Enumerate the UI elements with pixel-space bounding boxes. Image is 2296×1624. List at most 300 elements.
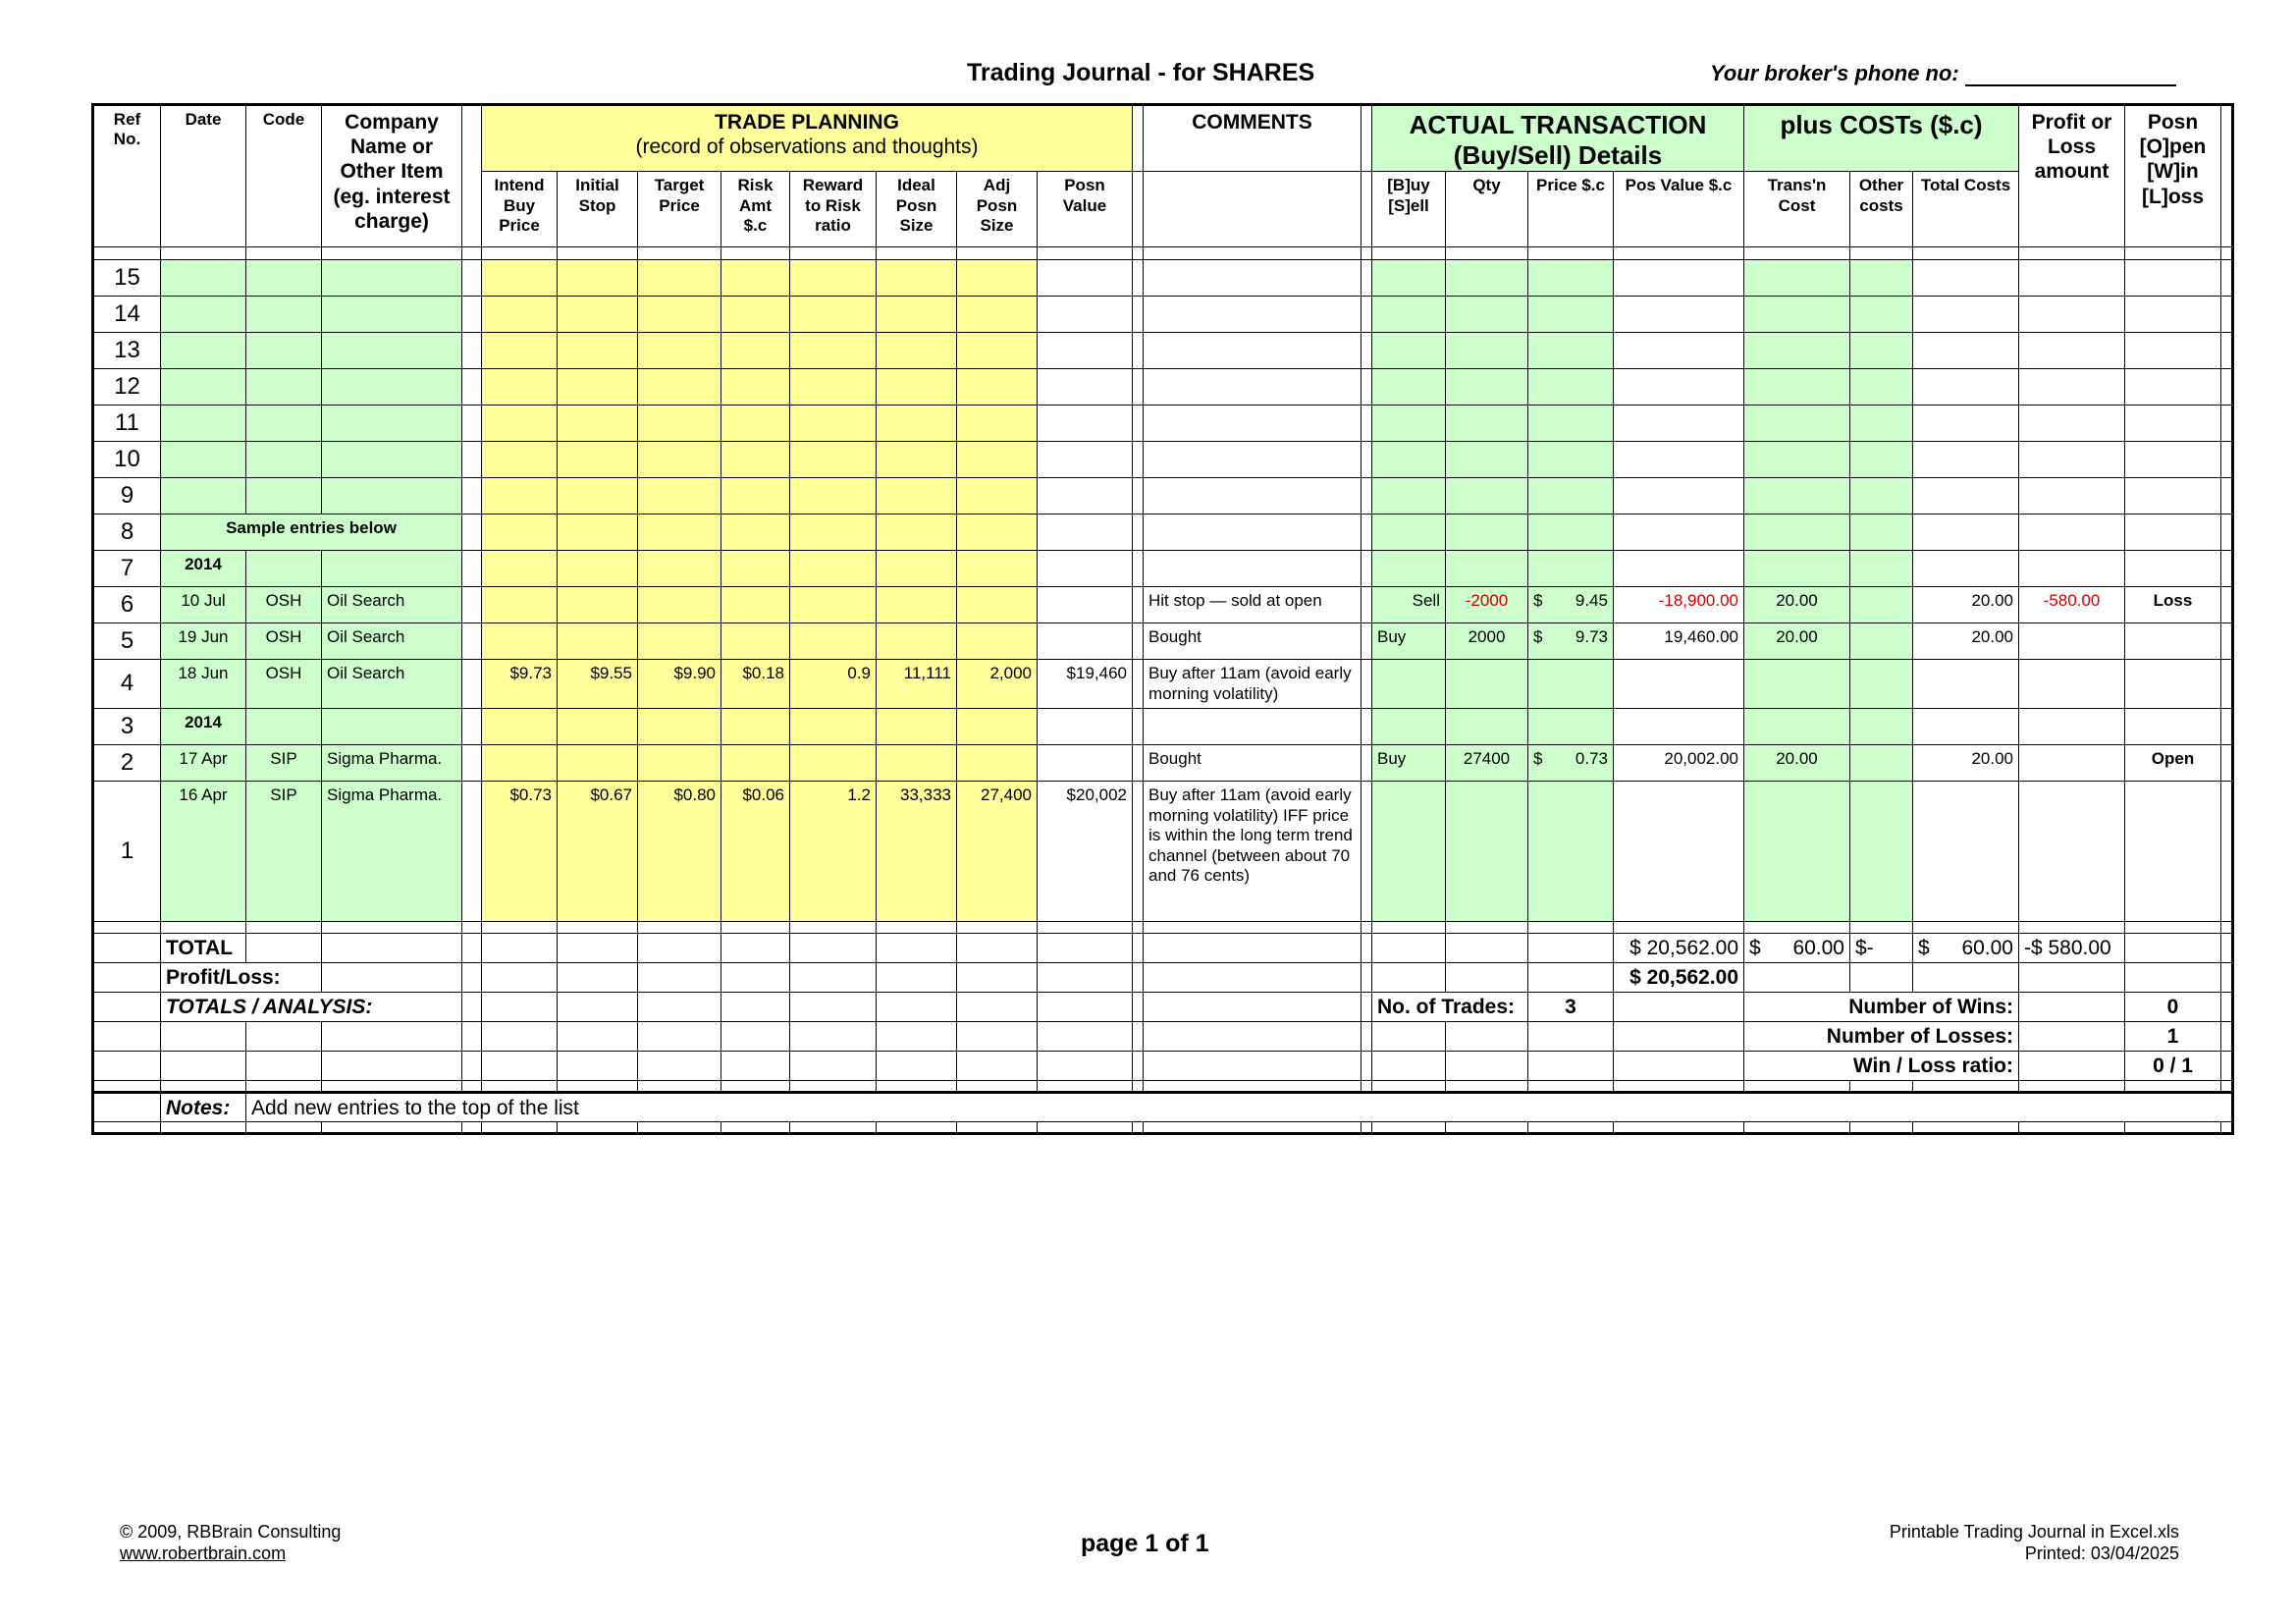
cell-buy-sell[interactable] (1372, 369, 1446, 406)
cell-edge[interactable] (2221, 709, 2233, 745)
cell-target-price[interactable]: $9.90 (638, 660, 721, 709)
cell-company[interactable] (322, 709, 462, 745)
cell-comments[interactable]: Bought (1144, 745, 1362, 782)
cell-gap[interactable] (1362, 333, 1372, 369)
cell-qty[interactable] (1446, 260, 1528, 297)
cell-posn-value[interactable] (1038, 297, 1133, 333)
cell-gap[interactable] (1362, 782, 1372, 922)
cell-comments[interactable]: Hit stop — sold at open (1144, 587, 1362, 623)
cell-adj-posn-size[interactable] (957, 587, 1038, 623)
cell-intend-buy-price[interactable] (482, 623, 558, 660)
cell-gap[interactable] (1362, 369, 1372, 406)
cell-initial-stop[interactable] (558, 369, 638, 406)
cell-reward-risk[interactable] (790, 514, 877, 551)
cell-price[interactable] (1528, 551, 1614, 587)
cell-pos-value[interactable] (1614, 369, 1744, 406)
cell-gap[interactable] (1133, 478, 1144, 514)
cell-ideal-posn-size[interactable] (877, 333, 957, 369)
cell-reward-risk[interactable] (790, 260, 877, 297)
cell-pos-value[interactable]: 20,002.00 (1614, 745, 1744, 782)
cell-buy-sell[interactable] (1372, 297, 1446, 333)
cell-gap[interactable] (462, 587, 482, 623)
cell-price[interactable] (1528, 660, 1614, 709)
cell-gap[interactable] (462, 297, 482, 333)
cell-posn-status[interactable] (2125, 297, 2221, 333)
cell-qty[interactable] (1446, 514, 1528, 551)
cell-ideal-posn-size[interactable]: 33,333 (877, 782, 957, 922)
cell-date[interactable]: 2014 (161, 709, 246, 745)
cell-posn-value[interactable] (1038, 442, 1133, 478)
cell-comments[interactable] (1144, 551, 1362, 587)
cell-qty[interactable] (1446, 406, 1528, 442)
cell-risk-amt[interactable]: $0.18 (721, 660, 790, 709)
cell-pos-value[interactable] (1614, 333, 1744, 369)
cell-ref[interactable]: 15 (93, 260, 161, 297)
cell-date[interactable] (161, 260, 246, 297)
cell-buy-sell[interactable] (1372, 709, 1446, 745)
cell-risk-amt[interactable] (721, 745, 790, 782)
cell-gap[interactable] (1133, 782, 1144, 922)
cell-comments[interactable] (1144, 514, 1362, 551)
cell-company[interactable] (322, 369, 462, 406)
cell-company[interactable] (322, 478, 462, 514)
cell-transn-cost[interactable] (1744, 478, 1850, 514)
cell-date[interactable]: 18 Jun (161, 660, 246, 709)
cell-intend-buy-price[interactable] (482, 745, 558, 782)
cell-qty[interactable] (1446, 478, 1528, 514)
cell-buy-sell[interactable] (1372, 333, 1446, 369)
cell-posn-status[interactable] (2125, 623, 2221, 660)
cell-ref[interactable]: 14 (93, 297, 161, 333)
cell-edge[interactable] (2221, 478, 2233, 514)
cell-profit-loss[interactable]: -580.00 (2019, 587, 2125, 623)
cell-transn-cost[interactable] (1744, 406, 1850, 442)
cell-target-price[interactable] (638, 709, 721, 745)
cell-price[interactable]: $ 9.73 (1528, 623, 1614, 660)
cell-posn-value[interactable]: $19,460 (1038, 660, 1133, 709)
cell-buy-sell[interactable] (1372, 442, 1446, 478)
cell-target-price[interactable]: $0.80 (638, 782, 721, 922)
cell-other-costs[interactable] (1850, 333, 1913, 369)
cell-price[interactable] (1528, 709, 1614, 745)
cell-ref[interactable]: 11 (93, 406, 161, 442)
cell-company[interactable] (322, 297, 462, 333)
cell-comments[interactable] (1144, 333, 1362, 369)
cell-reward-risk[interactable] (790, 709, 877, 745)
cell-reward-risk[interactable] (790, 333, 877, 369)
cell-intend-buy-price[interactable]: $9.73 (482, 660, 558, 709)
cell-posn-status[interactable] (2125, 478, 2221, 514)
cell-code[interactable]: OSH (246, 660, 322, 709)
cell-ref[interactable]: 13 (93, 333, 161, 369)
cell-date[interactable]: 10 Jul (161, 587, 246, 623)
cell-target-price[interactable] (638, 369, 721, 406)
cell-company[interactable]: Oil Search (322, 660, 462, 709)
cell-comments[interactable] (1144, 297, 1362, 333)
cell-note[interactable]: Sample entries below (161, 514, 462, 551)
cell-gap[interactable] (462, 660, 482, 709)
cell-adj-posn-size[interactable] (957, 709, 1038, 745)
cell-gap[interactable] (1362, 406, 1372, 442)
cell-total-costs[interactable]: 20.00 (1913, 587, 2019, 623)
cell-adj-posn-size[interactable] (957, 333, 1038, 369)
cell-gap[interactable] (462, 745, 482, 782)
cell-adj-posn-size[interactable] (957, 442, 1038, 478)
cell-price[interactable] (1528, 369, 1614, 406)
cell-gap[interactable] (1133, 297, 1144, 333)
cell-price[interactable] (1528, 297, 1614, 333)
cell-qty[interactable] (1446, 333, 1528, 369)
cell-risk-amt[interactable] (721, 297, 790, 333)
cell-risk-amt[interactable] (721, 514, 790, 551)
cell-profit-loss[interactable] (2019, 745, 2125, 782)
cell-edge[interactable] (2221, 623, 2233, 660)
cell-company[interactable]: Oil Search (322, 587, 462, 623)
cell-price[interactable] (1528, 782, 1614, 922)
cell-target-price[interactable] (638, 514, 721, 551)
cell-posn-value[interactable] (1038, 260, 1133, 297)
cell-edge[interactable] (2221, 442, 2233, 478)
cell-transn-cost[interactable] (1744, 260, 1850, 297)
cell-pos-value[interactable] (1614, 297, 1744, 333)
cell-total-costs[interactable] (1913, 297, 2019, 333)
cell-other-costs[interactable] (1850, 782, 1913, 922)
cell-gap[interactable] (1362, 709, 1372, 745)
cell-gap[interactable] (1133, 369, 1144, 406)
cell-date[interactable]: 17 Apr (161, 745, 246, 782)
cell-transn-cost[interactable] (1744, 333, 1850, 369)
cell-edge[interactable] (2221, 260, 2233, 297)
cell-pos-value[interactable] (1614, 514, 1744, 551)
cell-code[interactable] (246, 297, 322, 333)
cell-posn-value[interactable] (1038, 333, 1133, 369)
cell-gap[interactable] (1362, 514, 1372, 551)
cell-posn-value[interactable] (1038, 623, 1133, 660)
cell-other-costs[interactable] (1850, 478, 1913, 514)
cell-qty[interactable] (1446, 369, 1528, 406)
cell-reward-risk[interactable] (790, 745, 877, 782)
cell-edge[interactable] (2221, 514, 2233, 551)
cell-code[interactable] (246, 333, 322, 369)
cell-total-costs[interactable] (1913, 514, 2019, 551)
cell-gap[interactable] (1362, 660, 1372, 709)
cell-gap[interactable] (462, 406, 482, 442)
cell-gap[interactable] (1133, 406, 1144, 442)
cell-buy-sell[interactable] (1372, 551, 1446, 587)
cell-risk-amt[interactable] (721, 587, 790, 623)
cell-gap[interactable] (1362, 623, 1372, 660)
cell-target-price[interactable] (638, 260, 721, 297)
cell-code[interactable] (246, 551, 322, 587)
cell-other-costs[interactable] (1850, 709, 1913, 745)
cell-total-costs[interactable] (1913, 333, 2019, 369)
cell-reward-risk[interactable] (790, 587, 877, 623)
cell-posn-status[interactable] (2125, 660, 2221, 709)
cell-buy-sell[interactable] (1372, 406, 1446, 442)
cell-buy-sell[interactable]: Buy (1372, 745, 1446, 782)
cell-date[interactable] (161, 333, 246, 369)
cell-profit-loss[interactable] (2019, 260, 2125, 297)
cell-gap[interactable] (462, 369, 482, 406)
cell-date[interactable]: 19 Jun (161, 623, 246, 660)
cell-posn-status[interactable] (2125, 442, 2221, 478)
cell-other-costs[interactable] (1850, 260, 1913, 297)
cell-pos-value[interactable] (1614, 660, 1744, 709)
cell-gap[interactable] (1133, 551, 1144, 587)
cell-reward-risk[interactable] (790, 551, 877, 587)
cell-reward-risk[interactable]: 0.9 (790, 660, 877, 709)
cell-risk-amt[interactable] (721, 623, 790, 660)
cell-ideal-posn-size[interactable] (877, 709, 957, 745)
cell-total-costs[interactable] (1913, 782, 2019, 922)
cell-initial-stop[interactable] (558, 745, 638, 782)
cell-ref[interactable]: 10 (93, 442, 161, 478)
cell-other-costs[interactable] (1850, 297, 1913, 333)
cell-company[interactable] (322, 260, 462, 297)
cell-edge[interactable] (2221, 782, 2233, 922)
cell-gap[interactable] (1362, 551, 1372, 587)
cell-intend-buy-price[interactable] (482, 514, 558, 551)
cell-profit-loss[interactable] (2019, 623, 2125, 660)
cell-posn-status[interactable] (2125, 369, 2221, 406)
cell-intend-buy-price[interactable] (482, 260, 558, 297)
cell-reward-risk[interactable] (790, 442, 877, 478)
cell-company[interactable]: Sigma Pharma. (322, 745, 462, 782)
cell-ref[interactable]: 8 (93, 514, 161, 551)
cell-target-price[interactable] (638, 297, 721, 333)
cell-posn-value[interactable] (1038, 551, 1133, 587)
cell-price[interactable] (1528, 442, 1614, 478)
cell-intend-buy-price[interactable] (482, 369, 558, 406)
cell-comments[interactable]: Buy after 11am (avoid early morning volatility) (1144, 660, 1362, 709)
cell-intend-buy-price[interactable] (482, 587, 558, 623)
cell-date[interactable]: 16 Apr (161, 782, 246, 922)
cell-target-price[interactable] (638, 333, 721, 369)
cell-initial-stop[interactable]: $0.67 (558, 782, 638, 922)
cell-ideal-posn-size[interactable] (877, 406, 957, 442)
cell-buy-sell[interactable] (1372, 782, 1446, 922)
cell-buy-sell[interactable] (1372, 478, 1446, 514)
cell-adj-posn-size[interactable] (957, 623, 1038, 660)
cell-total-costs[interactable] (1913, 660, 2019, 709)
cell-reward-risk[interactable] (790, 369, 877, 406)
cell-gap[interactable] (462, 442, 482, 478)
cell-total-costs[interactable] (1913, 369, 2019, 406)
cell-gap[interactable] (1133, 587, 1144, 623)
cell-ideal-posn-size[interactable] (877, 551, 957, 587)
cell-code[interactable] (246, 709, 322, 745)
cell-posn-status[interactable] (2125, 782, 2221, 922)
cell-transn-cost[interactable]: 20.00 (1744, 623, 1850, 660)
cell-transn-cost[interactable] (1744, 709, 1850, 745)
cell-ref[interactable]: 12 (93, 369, 161, 406)
cell-price[interactable] (1528, 478, 1614, 514)
cell-code[interactable]: SIP (246, 745, 322, 782)
cell-gap[interactable] (462, 333, 482, 369)
cell-initial-stop[interactable] (558, 333, 638, 369)
cell-intend-buy-price[interactable] (482, 551, 558, 587)
cell-posn-value[interactable] (1038, 514, 1133, 551)
cell-risk-amt[interactable] (721, 260, 790, 297)
cell-pos-value[interactable]: -18,900.00 (1614, 587, 1744, 623)
cell-transn-cost[interactable] (1744, 369, 1850, 406)
cell-posn-value[interactable] (1038, 406, 1133, 442)
cell-code[interactable] (246, 406, 322, 442)
cell-buy-sell[interactable] (1372, 260, 1446, 297)
cell-risk-amt[interactable] (721, 406, 790, 442)
cell-initial-stop[interactable] (558, 260, 638, 297)
cell-price[interactable] (1528, 406, 1614, 442)
cell-edge[interactable] (2221, 551, 2233, 587)
cell-buy-sell[interactable]: Buy (1372, 623, 1446, 660)
cell-date[interactable] (161, 297, 246, 333)
cell-profit-loss[interactable] (2019, 709, 2125, 745)
footer-website-link[interactable]: www.robertbrain.com (120, 1543, 287, 1563)
cell-intend-buy-price[interactable] (482, 709, 558, 745)
cell-gap[interactable] (462, 782, 482, 922)
cell-transn-cost[interactable] (1744, 551, 1850, 587)
broker-phone-field[interactable] (1965, 65, 2176, 86)
cell-adj-posn-size[interactable] (957, 297, 1038, 333)
cell-initial-stop[interactable] (558, 587, 638, 623)
cell-ref[interactable]: 4 (93, 660, 161, 709)
cell-comments[interactable]: Bought (1144, 623, 1362, 660)
cell-comments[interactable] (1144, 442, 1362, 478)
cell-profit-loss[interactable] (2019, 442, 2125, 478)
cell-profit-loss[interactable] (2019, 551, 2125, 587)
cell-gap[interactable] (1362, 260, 1372, 297)
cell-company[interactable] (322, 442, 462, 478)
cell-ref[interactable]: 9 (93, 478, 161, 514)
cell-profit-loss[interactable] (2019, 478, 2125, 514)
cell-adj-posn-size[interactable]: 2,000 (957, 660, 1038, 709)
cell-posn-value[interactable]: $20,002 (1038, 782, 1133, 922)
cell-reward-risk[interactable]: 1.2 (790, 782, 877, 922)
cell-code[interactable] (246, 442, 322, 478)
cell-other-costs[interactable] (1850, 745, 1913, 782)
cell-profit-loss[interactable] (2019, 297, 2125, 333)
cell-target-price[interactable] (638, 442, 721, 478)
cell-qty[interactable]: 27400 (1446, 745, 1528, 782)
cell-ideal-posn-size[interactable] (877, 442, 957, 478)
cell-adj-posn-size[interactable] (957, 745, 1038, 782)
cell-ref[interactable]: 5 (93, 623, 161, 660)
cell-gap[interactable] (1362, 297, 1372, 333)
cell-gap[interactable] (1133, 623, 1144, 660)
cell-risk-amt[interactable] (721, 442, 790, 478)
cell-target-price[interactable] (638, 587, 721, 623)
cell-code[interactable] (246, 478, 322, 514)
cell-target-price[interactable] (638, 551, 721, 587)
cell-transn-cost[interactable] (1744, 514, 1850, 551)
cell-initial-stop[interactable] (558, 514, 638, 551)
cell-other-costs[interactable] (1850, 660, 1913, 709)
cell-risk-amt[interactable] (721, 709, 790, 745)
cell-edge[interactable] (2221, 745, 2233, 782)
cell-adj-posn-size[interactable] (957, 369, 1038, 406)
cell-profit-loss[interactable] (2019, 333, 2125, 369)
cell-total-costs[interactable]: 20.00 (1913, 745, 2019, 782)
cell-code[interactable]: OSH (246, 587, 322, 623)
cell-price[interactable] (1528, 260, 1614, 297)
cell-pos-value[interactable] (1614, 709, 1744, 745)
cell-pos-value[interactable]: 19,460.00 (1614, 623, 1744, 660)
cell-posn-status[interactable] (2125, 514, 2221, 551)
cell-price[interactable] (1528, 514, 1614, 551)
cell-adj-posn-size[interactable] (957, 514, 1038, 551)
cell-posn-value[interactable] (1038, 745, 1133, 782)
cell-comments[interactable]: Buy after 11am (avoid early morning volatility) IFF price is within the long term trend channel (between about 70 and 76 cents) (1144, 782, 1362, 922)
cell-posn-status[interactable] (2125, 406, 2221, 442)
cell-comments[interactable] (1144, 478, 1362, 514)
cell-buy-sell[interactable]: Sell (1372, 587, 1446, 623)
cell-ref[interactable]: 2 (93, 745, 161, 782)
cell-ref[interactable]: 6 (93, 587, 161, 623)
cell-gap[interactable] (1133, 442, 1144, 478)
cell-date[interactable] (161, 478, 246, 514)
cell-intend-buy-price[interactable]: $0.73 (482, 782, 558, 922)
cell-reward-risk[interactable] (790, 478, 877, 514)
cell-posn-value[interactable] (1038, 709, 1133, 745)
cell-qty[interactable] (1446, 782, 1528, 922)
cell-posn-status[interactable] (2125, 333, 2221, 369)
cell-pos-value[interactable] (1614, 478, 1744, 514)
cell-target-price[interactable] (638, 478, 721, 514)
cell-initial-stop[interactable] (558, 551, 638, 587)
cell-code[interactable] (246, 260, 322, 297)
cell-company[interactable]: Oil Search (322, 623, 462, 660)
cell-target-price[interactable] (638, 406, 721, 442)
cell-gap[interactable] (1133, 260, 1144, 297)
cell-risk-amt[interactable] (721, 478, 790, 514)
cell-target-price[interactable] (638, 745, 721, 782)
cell-reward-risk[interactable] (790, 406, 877, 442)
cell-ref[interactable]: 3 (93, 709, 161, 745)
cell-ideal-posn-size[interactable] (877, 297, 957, 333)
cell-price[interactable] (1528, 333, 1614, 369)
cell-other-costs[interactable] (1850, 514, 1913, 551)
cell-gap[interactable] (1133, 514, 1144, 551)
cell-qty[interactable] (1446, 709, 1528, 745)
cell-total-costs[interactable] (1913, 551, 2019, 587)
cell-pos-value[interactable] (1614, 406, 1744, 442)
cell-initial-stop[interactable] (558, 623, 638, 660)
cell-pos-value[interactable] (1614, 260, 1744, 297)
cell-edge[interactable] (2221, 333, 2233, 369)
cell-pos-value[interactable] (1614, 551, 1744, 587)
cell-intend-buy-price[interactable] (482, 406, 558, 442)
cell-gap[interactable] (1133, 745, 1144, 782)
cell-initial-stop[interactable] (558, 297, 638, 333)
cell-total-costs[interactable] (1913, 406, 2019, 442)
cell-gap[interactable] (1362, 478, 1372, 514)
cell-edge[interactable] (2221, 406, 2233, 442)
cell-ideal-posn-size[interactable] (877, 623, 957, 660)
cell-transn-cost[interactable] (1744, 442, 1850, 478)
cell-other-costs[interactable] (1850, 623, 1913, 660)
cell-qty[interactable]: 2000 (1446, 623, 1528, 660)
cell-gap[interactable] (1133, 660, 1144, 709)
cell-ref[interactable]: 1 (93, 782, 161, 922)
cell-posn-status[interactable]: Open (2125, 745, 2221, 782)
cell-transn-cost[interactable]: 20.00 (1744, 745, 1850, 782)
cell-risk-amt[interactable] (721, 551, 790, 587)
cell-company[interactable] (322, 551, 462, 587)
cell-transn-cost[interactable]: 20.00 (1744, 587, 1850, 623)
cell-gap[interactable] (462, 478, 482, 514)
cell-ideal-posn-size[interactable] (877, 478, 957, 514)
cell-initial-stop[interactable] (558, 406, 638, 442)
